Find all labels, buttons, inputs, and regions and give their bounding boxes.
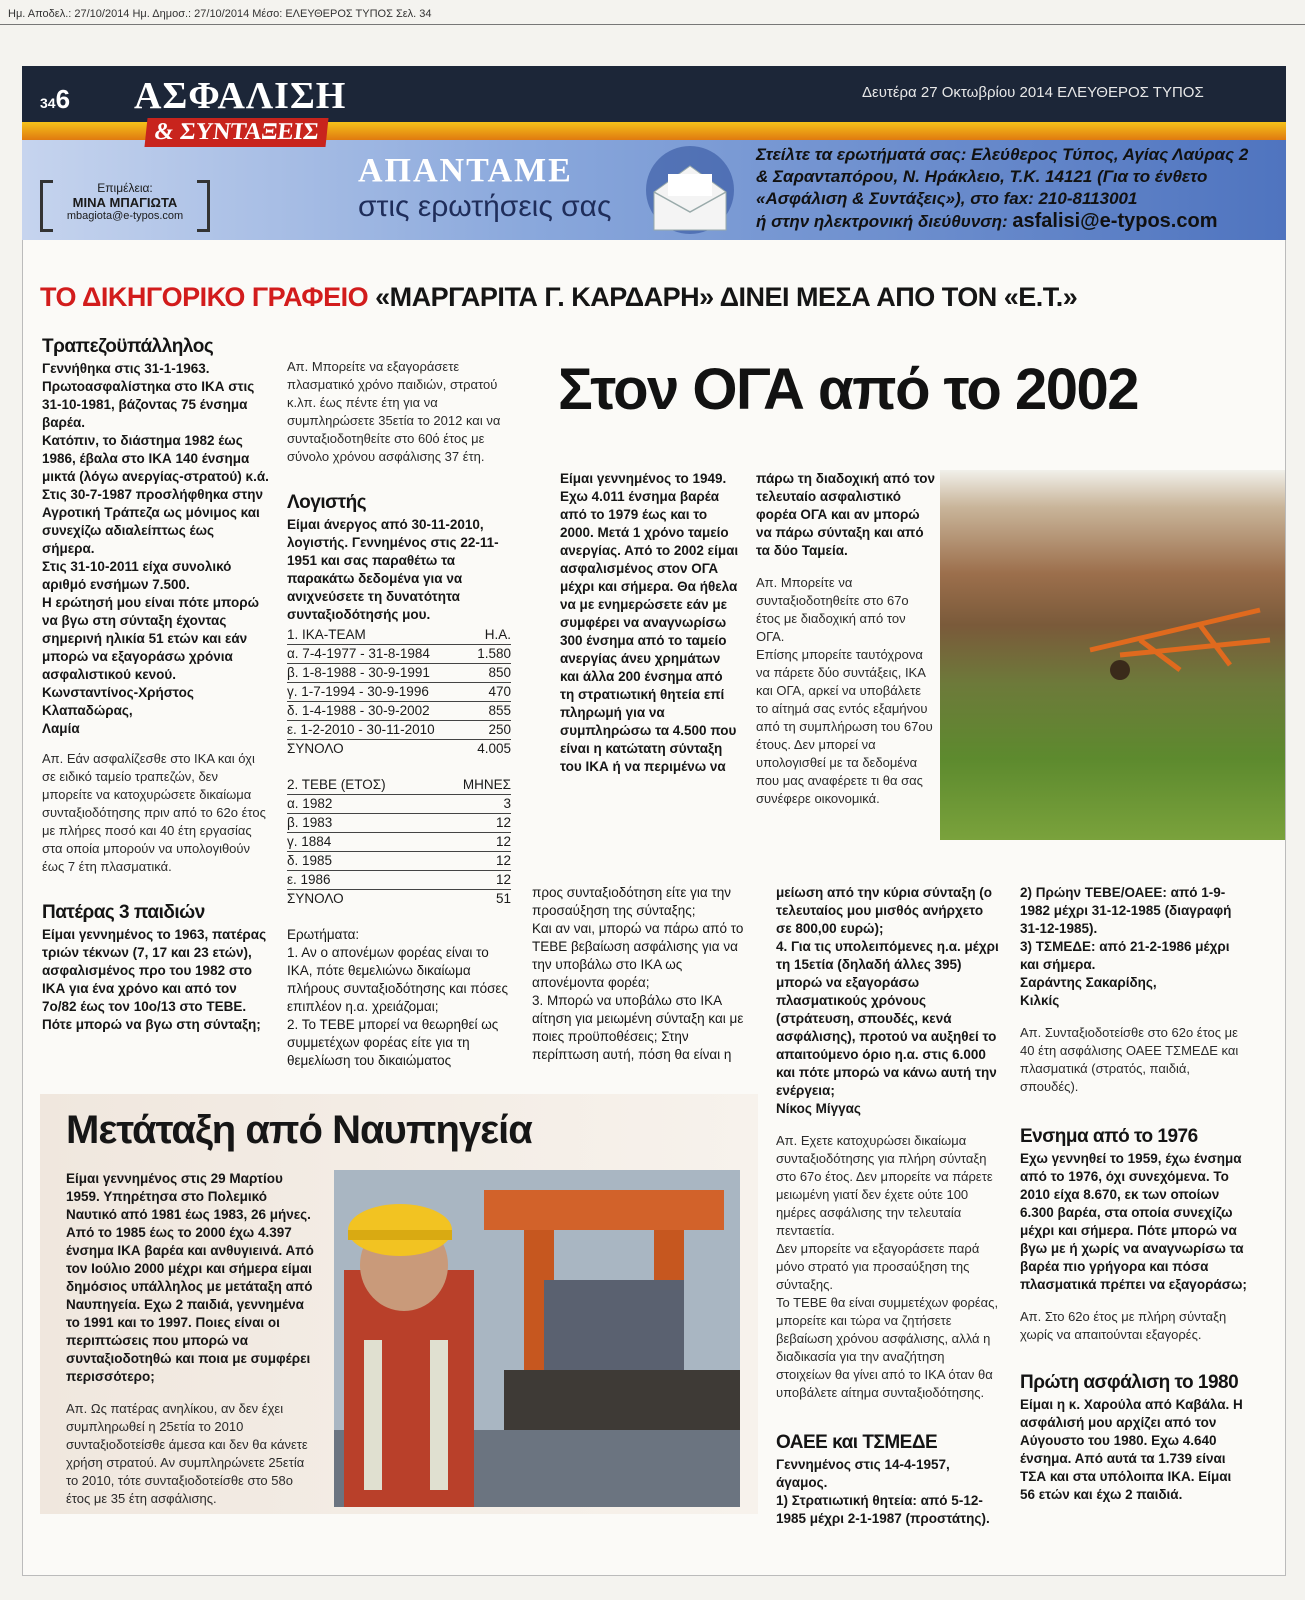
question-accountant: Είμαι άνεργος από 30-11-2010, λογιστής. Γεννημένος στις 22-11-1951 και σας παραθέτω τα παρακάτω δεδομένα για να ανιχνεύσετε τη δυνατότητα συνταξιοδότησής μου.: [287, 517, 499, 622]
editor-email: mbagiota@e-typos.com: [66, 210, 184, 222]
contact-email-link[interactable]: asfalisi@e-typos.com: [1012, 210, 1218, 232]
headline-bank-clerk: Τραπεζοϋπάλληλος: [42, 336, 214, 357]
table-row: [287, 683, 511, 702]
worker-crane-image: [334, 1170, 740, 1507]
feature-question-cont: πάρω τη διαδοχική από τον τελευταίο ασφαλιστικό φορέα ΟΓΑ και αν μπορώ να πάρω σύνταξη και από τα δύο Ταμεία.: [756, 471, 936, 558]
banner-black: «ΜΑΡΓΑΡΙΤΑ Γ. ΚΑΡΔΑΡΗ» ΔΙΝΕΙ ΜΕΣΑ ΑΠΟ ΤΟΝ «Ε.Τ.»: [375, 282, 1078, 312]
table-cell-label: 2. ΤΕΒΕ (ΕΤΟΣ): [287, 776, 438, 795]
table-cell-label: 1. ΙΚΑ-TEAM: [287, 626, 469, 645]
answer-heading: ΑΠΑΝΤΑΜΕ: [358, 152, 573, 189]
editor-label: Επιμέλεια:: [97, 181, 153, 195]
shipyard-title: Μετάταξη από Ναυπηγεία: [66, 1108, 532, 1152]
answer-bank-clerk: Απ. Εάν ασφαλίζεσθε στο ΙΚΑ και όχι σε ειδικό ταμείο τραπεζών, δεν μπορείτε να κατοχυρώσετε δικαίωμα συνταξιοδότησης πριν από το 62ο έτος με πλήρες ποσό και 40 έτη εργασίας στα οποία μπορούν να υπολογιθούν έως 7 έτη πλασματικά.: [42, 751, 266, 874]
table-cell-label: δ. 1-4-1988 - 30-9-2002: [287, 702, 469, 721]
column-3: προς συνταξιοδότηση είτε για την προσαύξηση της σύνταξης; Και αν ναι, μπορώ να πάρω από το ΤΕΒΕ βεβαίωση ασφάλισης για να την υποβάλω στο ΙΚΑ ως απονέμοντα φορέα; 3. Μπορώ να υποβάλω στο ΙΚΑ αίτηση για μειωμένη σύνταξη και με ποιες προϋποθέσεις; Στην περίπτωση αυτή, πόση θα είναι η: [532, 885, 744, 1062]
table-cell-label: δ. 1985: [287, 852, 438, 871]
table-cell-label: α. 7-4-1977 - 31-8-1984: [287, 645, 469, 664]
table-row: [287, 664, 511, 683]
table-cell-value: 250: [469, 721, 511, 740]
answer-father: Απ. Μπορείτε να εξαγοράσετε πλασματικό χρόνο παιδιών, στρατού κ.λπ. έως πέντε έτη για να συμπληρώσετε 35ετία το 2012 και να συνταξιοδοτηθείτε στο 60ό έτος με σύνολο χρόνου ασφάλισης 37 έτη.: [287, 359, 501, 464]
table-row: [287, 833, 511, 852]
question-oaee-cont: 2) Πρώην ΤΕΒΕ/ΟΑΕΕ: από 1-9-1982 μέχρι 31-12-1985 (διαγραφή 31-12-1985). 3) ΤΣΜΕΔΕ: από 21-2-1986 μέχρι και σήμερα. Σαράντης Σακαρίδης, Κιλκίς: [1020, 885, 1232, 1008]
table-row: [287, 776, 511, 795]
table-row: [287, 795, 511, 814]
answer-stamps-1976: Απ. Στο 62ο έτος με πλήρη σύνταξη χωρίς να απαιτούνται εξαγορές.: [1020, 1309, 1227, 1342]
table-row: [287, 702, 511, 721]
headline-oaee: ΟΑΕΕ και ΤΣΜΕΔΕ: [776, 1432, 938, 1453]
page-number-big: 6: [55, 84, 71, 114]
page-banner: [40, 282, 1077, 313]
shipyard-photo: [334, 1170, 740, 1507]
shipyard-answer: Απ. Ως πατέρας ανηλίκου, αν δεν έχει συμπληρωθεί η 25ετία το 2010 συνταξιοδοτείσθε άμεσα και δεν θα κάνετε χρήση στρατού. Αν συμπληρώνετε 25ετία το 2010, τότε συνταξιοδοτείσθε στο 58ο έτος με 35 έτη ασφάλισης.: [66, 1401, 308, 1506]
table-row: [287, 626, 511, 645]
contact-line-2: & Σαραντaπόρου, Ν. Ηράκλειο, Τ.Κ. 14121 (Για το ένθετο: [756, 167, 1208, 186]
table-cell-label: ΣΥΝΟΛΟ: [287, 741, 344, 756]
headline-accountant: Λογιστής: [287, 492, 367, 513]
table-row: [287, 814, 511, 833]
table-cell-label: ε. 1986: [287, 871, 438, 890]
headline-father: Πατέρας 3 παιδιών: [42, 902, 205, 923]
table-row: [287, 740, 511, 759]
column-5: [1020, 884, 1248, 1504]
meta-divider: [0, 24, 1305, 25]
table-cell-value: 470: [469, 683, 511, 702]
ika-table: [287, 626, 511, 758]
table-cell-value: ΜΗΝΕΣ: [438, 776, 511, 795]
bracket-right: [197, 180, 210, 232]
question-first-insurance: Είμαι η κ. Χαρούλα από Καβάλα. Η ασφάλισή μου αρχίζει από τον Αύγουστο του 1980. Εχω 4.640 ένσημα. Από αυτά τα 1.739 είναι ΤΣΑ και στα υπόλοιπα ΙΚΑ. Είμαι 56 ετών και έχω 2 παιδιά.: [1020, 1397, 1243, 1502]
editor-box: [40, 180, 210, 228]
answer-oaee: Απ. Συνταξιοδοτείσθε στο 62ο έτος με 40 έτη ασφάλισης ΟΑΕΕ ΤΣΜΕΔΕ και πλασματικά (στρατός, παιδιά, σπουδές).: [1020, 1025, 1239, 1094]
table-row: [287, 645, 511, 664]
table-cell-value: 3: [438, 795, 511, 814]
feature-question: Είμαι γεννημένος το 1949. Εχω 4.011 ένσημα βαρέα από το 1979 έως και το 2000. Μετά 1 χρόνο ταμείο ανεργίας. Από το 2002 είμαι ασφαλισμένος στον ΟΓΑ μέχρι και σήμερα. Θα ήθελα να με ενημερώσετε εάν με συμφέρει να αναγνωρίσω 300 ένσημα από το ταμείο ανεργίας άνευ χρημάτων και άλλα 200 ένσημα από τη στρατιωτική θητεία επί πληρωμή για να συμπληρώσω τα 4.500 που είναι η κατώτατη σύνταξη του ΙΚΑ ή να περιμένω να: [560, 471, 739, 774]
table-cell-label: ΣΥΝΟΛΟ: [287, 891, 344, 906]
table-cell-value: 12: [438, 852, 511, 871]
feature-answer: Απ. Μπορείτε να συνταξιοδοτηθείτε στο 67ο έτος με διαδοχική από τον ΟΓΑ. Επίσης μπορείτε ταυτόχρονα να πάρετε δύο συντάξεις, ΙΚΑ και ΟΓΑ, αρκεί να υποβάλετε το αίτημά σας εντός εξαμήνου από τη συμπλήρωση του 67ου έτους. Δεν μπορεί να υπολογισθεί με τα δεδομένα που μας αναφέρετε τι θα σας συνέφερε οικονομικά.: [756, 575, 933, 806]
table-cell-value: Η.Α.: [469, 626, 511, 645]
table-cell-value: 855: [469, 702, 511, 721]
question-stamps-1976: Εχω γεννηθεί το 1959, έχω ένσημα από το 1976, όχι συνεχόμενα. Το 2010 είχα 8.670, εκ των οποίων 6.300 βαρέα, στα οποία συνεχίζω μέχρι και σήμερα. Πότε μπορώ να βγω με ή χωρίς να αναγνωρίσω τα βαρέα πιο γρήγορα και πόσα πλασματικά πρέπει να εξαγοράσω;: [1020, 1151, 1247, 1292]
column-2: [287, 358, 513, 1070]
section-title: ΑΣΦΑΛΙΣΗ: [134, 75, 347, 117]
headline-first-insurance: Πρώτη ασφάλιση το 1980: [1020, 1372, 1239, 1393]
question-continued: μείωση από την κύρια σύνταξη (ο τελευταίος μου μισθός ανήρχετο σε 800,00 ευρώ); 4. Για τις υπολειπόμενες η.α. μέχρι τη 15ετία (δηλαδή άλλες 395) μπορώ να εξαγοράσω πλασματικούς χρόνους (στράτευση, σπουδές, κενά ασφάλισης), προτού να αυξηθεί το απαιτούμενο όριο η.α. στις 6.000 και πότε μπορώ να κάνω αυτή την ενέργεια; Νίκος Μίγγας: [776, 885, 999, 1116]
table-cell-label: β. 1983: [287, 814, 438, 833]
contact-info: [756, 144, 1286, 233]
tractor-image: [1080, 580, 1280, 690]
tebe-table: [287, 776, 511, 908]
table-cell-label: γ. 1-7-1994 - 30-9-1996: [287, 683, 469, 702]
table-cell-value: 12: [438, 814, 511, 833]
accountant-questions: Ερωτήματα: 1. Αν ο απονέμων φορέας είναι το ΙΚΑ, πότε θεμελιώνω δικαίωμα πλήρους συνταξιοδότησης και πόσες επιπλέον η.α. χρειάζομαι; 2. Το ΤΕΒΕ μπορεί να θεωρηθεί ως συμμετέχων φορέας είτε για τη θεμελίωση του δικαιώματος: [287, 927, 508, 1068]
table-row: [287, 890, 511, 909]
feature-column-2: [756, 470, 936, 808]
envelope-icon: [640, 140, 740, 240]
bracket-left: [40, 180, 53, 232]
table-cell-label: ε. 1-2-2010 - 30-11-2010: [287, 721, 469, 740]
answer-subheading: στις ερωτήσεις σας: [358, 190, 612, 223]
table-cell-value: 1.580: [469, 645, 511, 664]
table-cell-label: α. 1982: [287, 795, 438, 814]
feature-title: Στον ΟΓΑ από το 2002: [558, 357, 1138, 422]
section-subtitle: & ΣΥΝΤΑΞΕΙΣ: [144, 118, 328, 147]
table-row: [287, 721, 511, 740]
page-number-small: 34: [40, 95, 56, 111]
contact-line-3: «Ασφάλιση & Συντάξεις»), στο fax: 210-8113001: [756, 189, 1138, 208]
question-oaee: Γεννημένος στις 14-4-1957, άγαμος. 1) Στρατιωτική θητεία: από 5-12-1985 μέχρι 2-1-1987 (προστάτης).: [776, 1457, 990, 1526]
contact-line-4: ή στην ηλεκτρονική διεύθυνση:: [756, 212, 1008, 231]
headline-stamps-1976: Ενσημα από το 1976: [1020, 1126, 1198, 1147]
question-father: Είμαι γεννημένος το 1963, πατέρας τριών τέκνων (7, 17 και 23 ετών), ασφαλισμένος προ του 1982 στο ΙΚΑ για ένα χρόνο και από τον 7ο/82 έως τον 10ο/13 στο ΤΕΒΕ. Πότε μπορώ να βγω στη σύνταξη;: [42, 927, 267, 1032]
table-row: [287, 852, 511, 871]
column-1: [42, 336, 270, 1034]
table-cell-value: 4.005: [477, 741, 511, 756]
clipping-meta: Ημ. Αποδελ.: 27/10/2014 Ημ. Δημοσ.: 27/10/2014 Μέσο: ΕΛΕΥΘΕΡΟΣ ΤΥΠΟΣ Σελ. 34: [8, 8, 432, 20]
page-number: [40, 84, 70, 115]
dateline: Δευτέρα 27 Οκτωβρίου 2014 ΕΛΕΥΘΕΡΟΣ ΤΥΠΟΣ: [862, 84, 1204, 101]
shipyard-text: [66, 1170, 318, 1508]
question-bank-clerk: Γεννήθηκα στις 31-1-1963. Πρωτοασφαλίστηκα στο ΙΚΑ στις 31-10-1981, βάζοντας 75 ένσημα βαρέα. Κατόπιν, το διάστημα 1982 έως 1986, έβαλα στο ΙΚΑ 140 ένσημα μικτά (λόγω ανεργίας-στρατού) κ.ά. Στις 30-7-1987 προσλήφθηκα στην Αγροτική Τράπεζα ως μόνιμος και συνεχίζω αδιαλείπτως έως σήμερα. Στις 31-10-2011 είχα συνολικό αριθμό ενσήμων 7.500. Η ερώτησή μου είναι πότε μπορώ να βγω στη σύνταξη έχοντας σημερινή ηλικία 51 ετών και εάν μπορώ να εξαγοράσω χρόνια ασφαλιστικού κενού. Κωνσταντίνος-Χρήστος Κλαπαδώρας, Λαμία: [42, 361, 269, 736]
table-cell-value: 12: [438, 833, 511, 852]
shipyard-question: Είμαι γεννημένος στις 29 Μαρτίου 1959. Υπηρέτησα στο Πολεμικό Ναυτικό από 1981 έως 1983, 26 μήνες. Από το 1985 έως το 2000 έχω 4.397 ένσημα ΙΚΑ βαρέα και ανθυγιεινά. Από τον Ιούλιο 2000 μέχρι και σήμερα είμαι δημόσιος υπάλληλος με μετάταξη από Ναυπηγεία. Εχω 2 παιδιά, γεννημένα το 1991 και το 1997. Ποιες είναι οι περιπτώσεις που μπορώ να συνταξιοδοτηθώ και ποια με συμφέρει περισσότερο;: [66, 1171, 314, 1384]
table-cell-value: 850: [469, 664, 511, 683]
contact-line-1: Στείλτε τα ερωτήματά σας: Ελεύθερος Τύπος, Αγίας Λαύρας 2: [756, 145, 1249, 164]
table-cell-value: 12: [438, 871, 511, 890]
table-cell-label: γ. 1884: [287, 833, 438, 852]
table-row: [287, 871, 511, 890]
answer-miggas: Απ. Εχετε κατοχυρώσει δικαίωμα συνταξιοδότησης για πλήρη σύνταξη στο 67ο έτος. Δεν μπορείτε να πάρετε μειωμένη γιατί δεν έχετε ούτε 100 ημέρες ασφάλισης την τελευταία πενταετία. Δεν μπορείτε να εξαγοράσετε παρά μόνο στρατό για προσαύξηση της σύνταξης. Το ΤΕΒΕ θα είναι συμμετέχων φορέας, μπορείτε και τώρα να ζητήσετε βεβαίωση χρόνου ασφάλισης, αλλά η διαδικασία για την αναζήτηση στοιχείων θα γίνει από το ΙΚΑ όταν θα υποβάλετε αίτημα συνταξιοδότησης.: [776, 1133, 999, 1400]
table-cell-value: 51: [495, 891, 511, 906]
column-4: [776, 884, 1002, 1528]
banner-red: ΤΟ ΔΙΚΗΓΟΡΙΚΟ ΓΡΑΦΕΙΟ: [40, 282, 369, 312]
table-cell-label: β. 1-8-1988 - 30-9-1991: [287, 664, 469, 683]
editor-name: ΜΙΝΑ ΜΠΑΓΙΩΤΑ: [72, 195, 178, 210]
